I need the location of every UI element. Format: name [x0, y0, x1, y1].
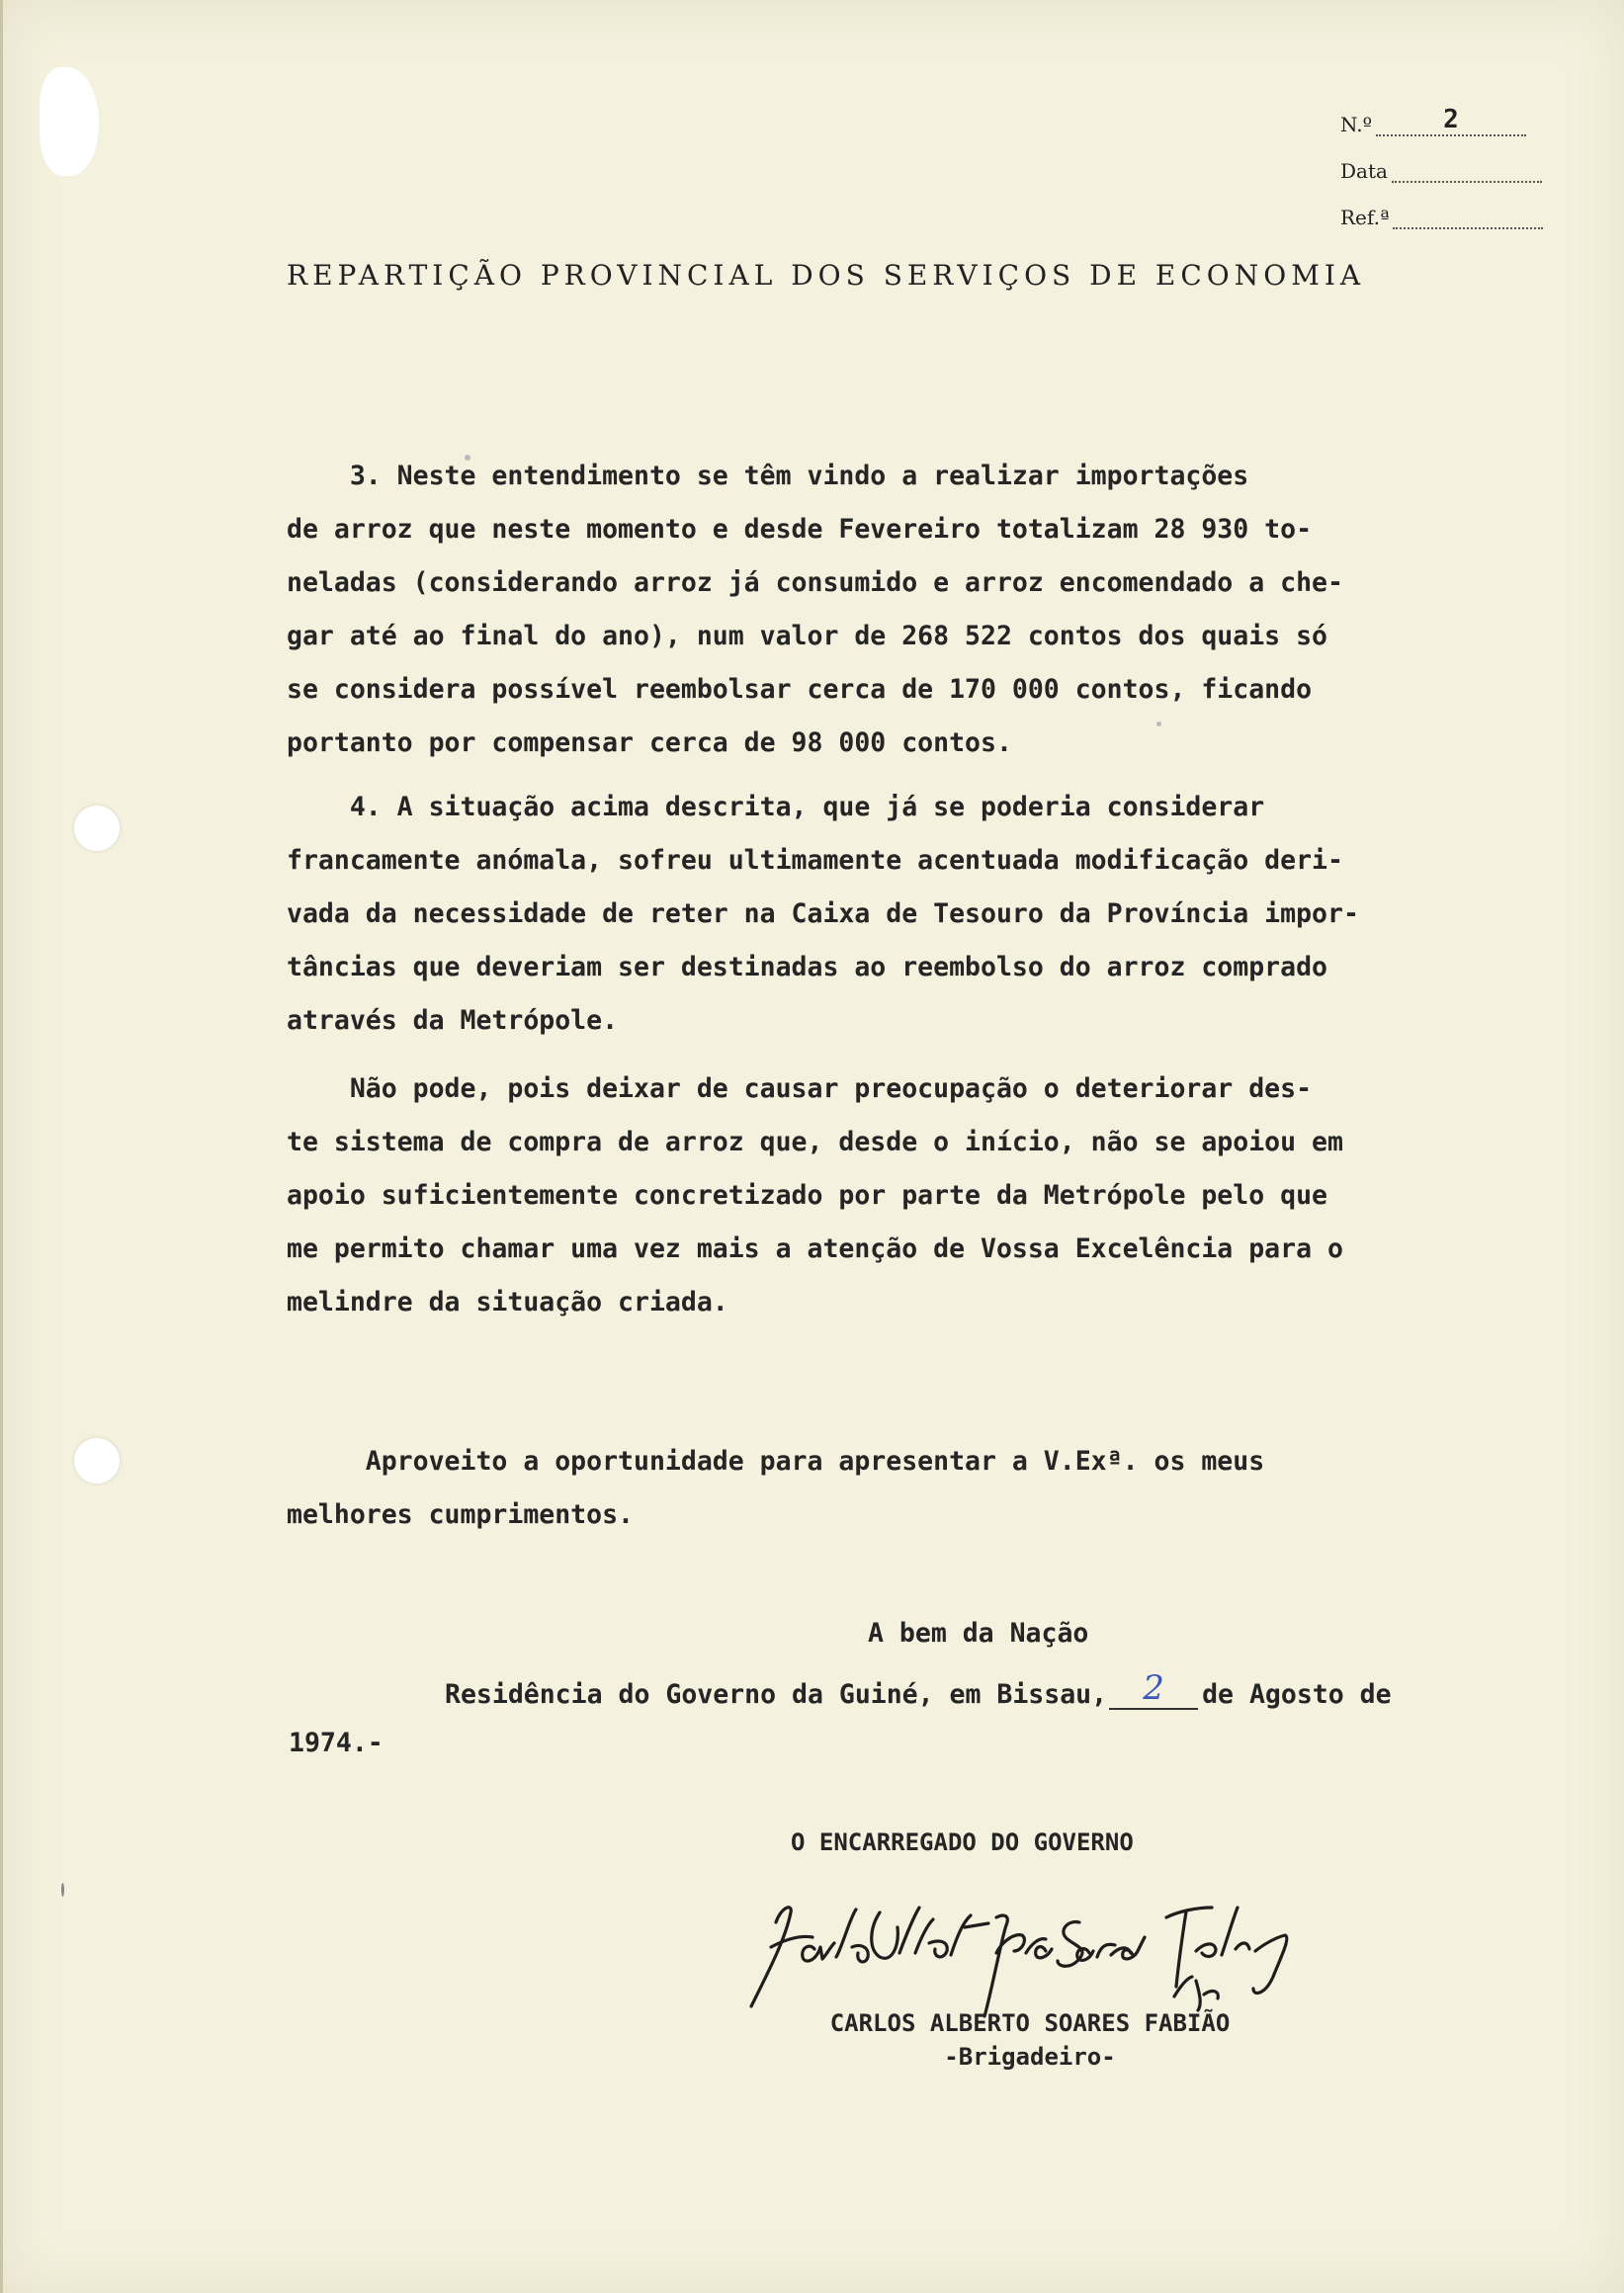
date-label: Data	[1340, 159, 1388, 183]
punch-hole-upper	[74, 806, 120, 851]
signer-role: O ENCARREGADO DO GOVERNO	[791, 1828, 1134, 1856]
handwritten-signature	[731, 1878, 1334, 2026]
signer-block	[753, 2006, 1307, 2074]
department-heading: REPARTIÇÃO PROVINCIAL DOS SERVIÇOS DE ECONOMIA	[287, 259, 1366, 292]
paragraph-line: de arroz que neste momento e desde Fevereiro totalizam 28 930 to-	[287, 514, 1313, 545]
paper-edge	[0, 0, 3, 2293]
reference-value	[1393, 200, 1543, 229]
paragraph-line: se considera possível reembolsar cerca de 170 000 contos, ficando	[287, 674, 1313, 705]
date-field	[1340, 153, 1542, 183]
torn-corner	[40, 67, 99, 176]
paragraph-line: te sistema de compra de arroz que, desde o início, não se apoiou em	[287, 1127, 1343, 1157]
paragraph-line: neladas (considerando arroz já consumido e arroz encomendado a che-	[287, 567, 1343, 598]
number-value: 2	[1376, 107, 1526, 136]
year: 1974.-	[289, 1728, 384, 1758]
paragraph-line: tâncias que deveriam ser destinadas ao reembolso do arroz comprado	[287, 952, 1327, 982]
reference-field	[1340, 200, 1543, 229]
paragraph-line: Aproveito a oportunidade para apresentar a V.Exª. os meus	[287, 1446, 1265, 1477]
signer-rank: -Brigadeiro-	[944, 2043, 1116, 2071]
salutation: A bem da Nação	[868, 1618, 1089, 1649]
paragraph-line: portanto por compensar cerca de 98 000 contos.	[287, 727, 1012, 758]
paragraph-5	[287, 1062, 1343, 1329]
paragraph-closing	[287, 1435, 1264, 1542]
paragraph-line: Não pode, pois deixar de causar preocupação o deteriorar des-	[287, 1073, 1313, 1104]
place-suffix: de Agosto de	[1202, 1679, 1392, 1710]
paragraph-line: apoio suficientemente concretizado por parte da Metrópole pelo que	[287, 1180, 1327, 1211]
handwritten-day: 2	[1109, 1670, 1198, 1710]
paragraph-line: melindre da situação criada.	[287, 1287, 728, 1317]
paragraph-3	[287, 450, 1343, 770]
ink-speck	[1156, 722, 1161, 726]
paragraph-line: vada da necessidade de reter na Caixa de Tesouro da Província impor-	[287, 898, 1359, 929]
signer-name: CARLOS ALBERTO SOARES FABIÃO	[829, 2009, 1231, 2037]
number-label: N.º	[1340, 113, 1372, 136]
paragraph-line: gar até ao final do ano), num valor de 268 522 contos dos quais só	[287, 621, 1327, 651]
paragraph-line: francamente anómala, sofreu ultimamente acentuada modificação deri-	[287, 845, 1343, 876]
place-prefix: Residência do Governo da Guiné, em Bissau,	[445, 1679, 1108, 1710]
paragraph-line: melhores cumprimentos.	[287, 1499, 634, 1530]
ink-speck	[465, 455, 470, 461]
paragraph-line: 4. A situação acima descrita, que já se poderia considerar	[287, 792, 1265, 822]
ink-mark	[61, 1883, 64, 1897]
number-field	[1340, 107, 1526, 136]
place-date-line	[445, 1670, 1392, 1710]
paragraph-line: me permito chamar uma vez mais a atenção de Vossa Excelência para o	[287, 1233, 1343, 1264]
punch-hole-lower	[74, 1438, 120, 1484]
paragraph-line: 3. Neste entendimento se têm vindo a realizar importações	[287, 461, 1249, 491]
reference-label: Ref.ª	[1340, 206, 1390, 229]
paragraph-line: através da Metrópole.	[287, 1005, 619, 1036]
date-value	[1392, 153, 1542, 183]
paragraph-4	[287, 781, 1359, 1048]
